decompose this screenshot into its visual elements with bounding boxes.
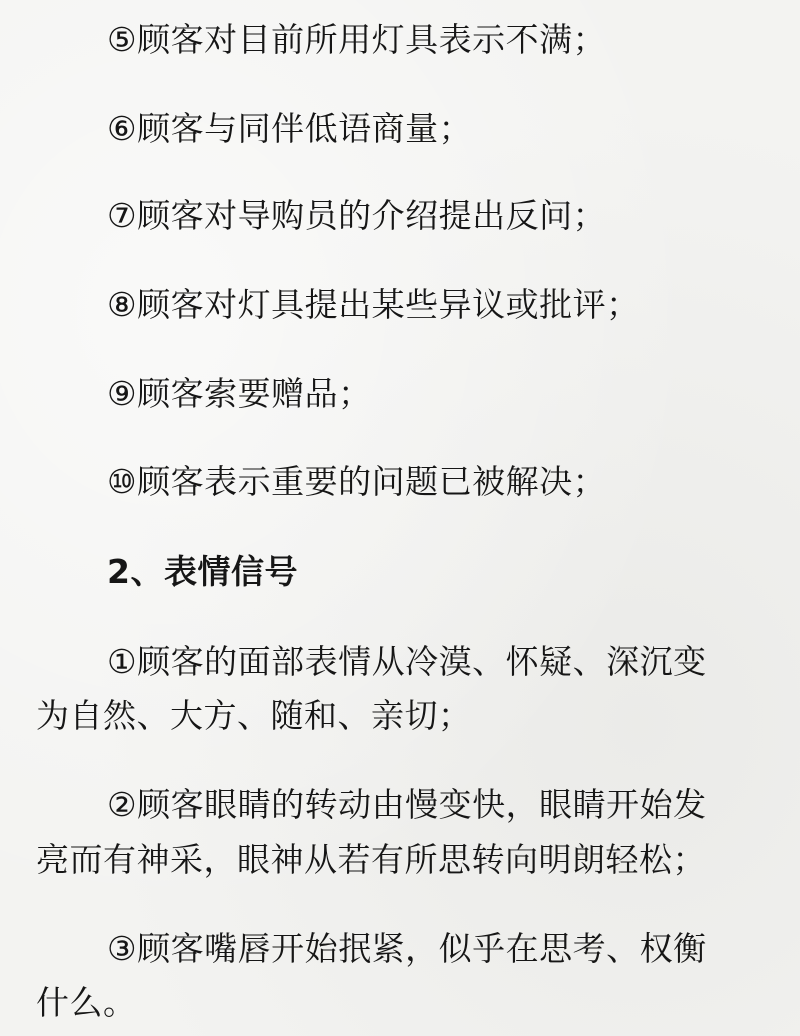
list-item: ⑩顾客表示重要的问题已被解决； <box>107 462 607 501</box>
paragraph-line: 为自然、大方、随和、亲切； <box>36 696 472 735</box>
paragraph-line: ①顾客的面部表情从冷漠、怀疑、深沉变 <box>107 642 707 681</box>
list-item: ⑦顾客对导购员的介绍提出反问； <box>107 196 607 235</box>
paragraph-line: ②顾客眼睛的转动由慢变快，眼睛开始发 <box>107 785 707 824</box>
list-item: ⑨顾客索要赠品； <box>107 374 372 413</box>
list-item: ⑤顾客对目前所用灯具表示不满； <box>107 20 607 59</box>
section-heading: 2、表情信号 <box>107 552 298 591</box>
paragraph-line: ③顾客嘴唇开始抿紧，似乎在思考、权衡 <box>107 929 707 968</box>
list-item: ⑥顾客与同伴低语商量； <box>107 109 473 148</box>
paragraph-line: 什么。 <box>36 983 137 1022</box>
list-item: ⑧顾客对灯具提出某些异议或批评； <box>107 285 640 324</box>
paragraph-line: 亮而有神采，眼神从若有所思转向明朗轻松； <box>36 840 706 879</box>
